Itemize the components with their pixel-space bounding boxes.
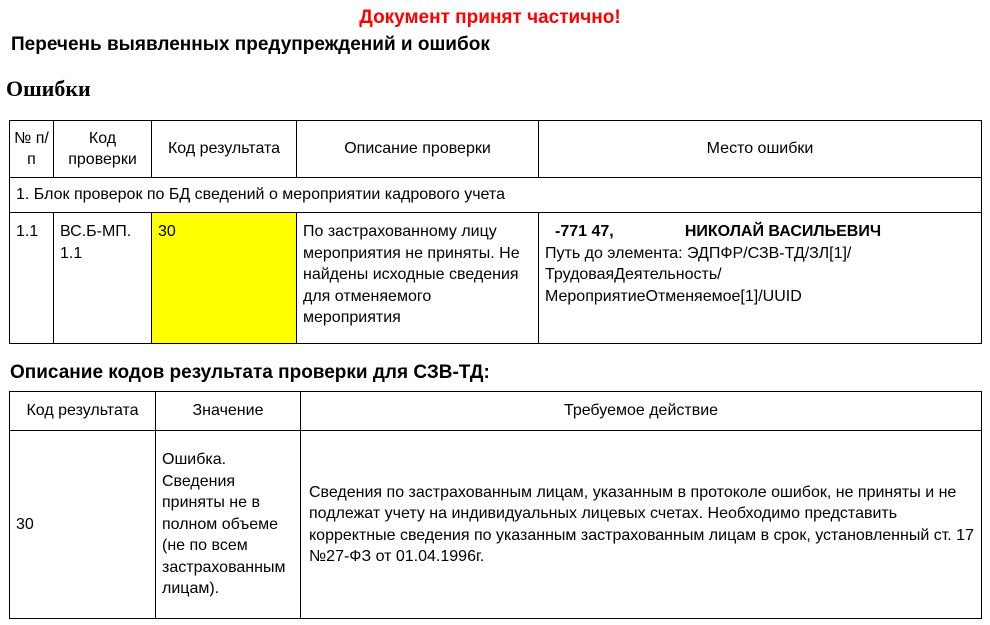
- codes-table-header: [10, 392, 982, 431]
- errors-table-header: [10, 121, 982, 178]
- cell-num: 1.1: [10, 213, 54, 344]
- cell-action: Сведения по застрахованным лицам, указанным в протоколе ошибок, не приняты и не подлежат учету на индивидуальных лицевых счетах. Необходимо представить корректные сведения по указанным застрахованным лицам в срок, установленный ст. 17 №27-ФЗ от 01.04.1996г.: [301, 431, 982, 619]
- cell-result-code: 30: [152, 213, 297, 344]
- col-header-result-code: Код результата: [152, 121, 297, 178]
- col-header-code: Код результата: [10, 392, 156, 431]
- error-path: Путь до элемента: ЭДПФР/СЗВ-ТД/ЗЛ[1]/ ТрудоваяДеятельность/ МероприятиеОтменяемое[1]/UUID: [545, 244, 852, 305]
- table-row: [10, 213, 982, 344]
- error-person: -771 47, НИКОЛАЙ ВАСИЛЬЕВИЧ: [555, 223, 882, 240]
- col-header-location: Место ошибки: [539, 121, 982, 178]
- cell-location: [539, 213, 982, 344]
- page-title: Перечень выявленных предупреждений и ошибок: [11, 34, 490, 55]
- cell-check-code: ВС.Б-МП. 1.1: [54, 213, 152, 344]
- cell-meaning: Ошибка. Сведения приняты не в полном объеме (не по всем застрахованным лицам).: [156, 431, 301, 619]
- group-label: 1. Блок проверок по БД сведений о мероприятии кадрового учета: [10, 178, 982, 213]
- col-header-num: № п/п: [10, 121, 54, 178]
- codes-section-title: Описание кодов результата проверки для СЗВ-ТД:: [10, 362, 490, 383]
- table-group-row: [10, 178, 982, 213]
- cell-description: По застрахованному лицу мероприятия не приняты. Не найдены исходные сведения для отменяемого мероприятия: [297, 213, 539, 344]
- errors-table: [9, 120, 982, 344]
- codes-table: [9, 391, 982, 619]
- cell-code: 30: [10, 431, 156, 619]
- col-header-action: Требуемое действие: [301, 392, 982, 431]
- col-header-meaning: Значение: [156, 392, 301, 431]
- document-status: Документ принят частично!: [359, 7, 621, 28]
- col-header-check-code: Код проверки: [54, 121, 152, 178]
- table-row: [10, 431, 982, 619]
- errors-section-title: Ошибки: [6, 76, 91, 101]
- col-header-description: Описание проверки: [297, 121, 539, 178]
